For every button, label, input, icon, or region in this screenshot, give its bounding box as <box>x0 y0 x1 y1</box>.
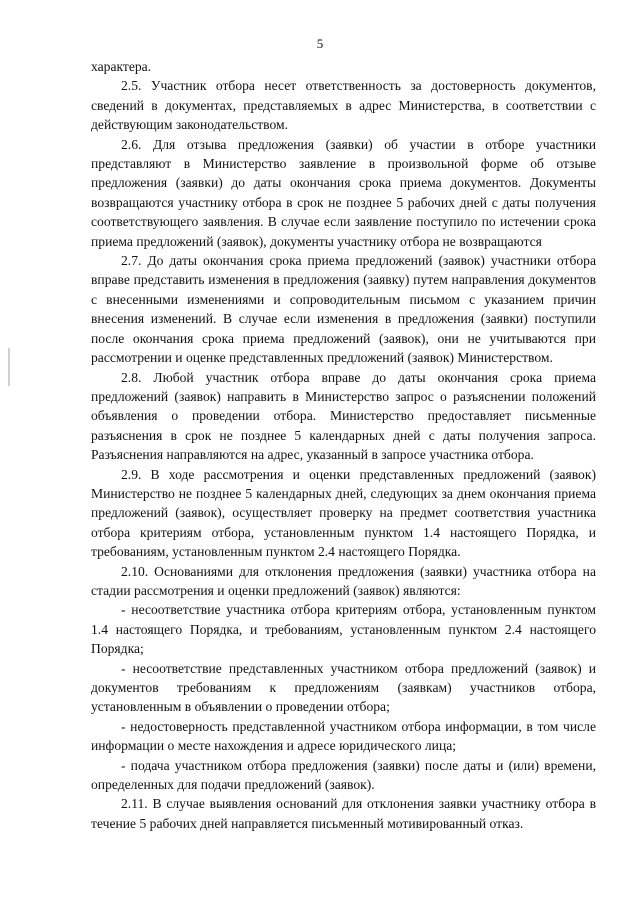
paragraph: - несоответствие представленных участником отбора предложений (заявок) и документов требованиям к предложениям (заявкам) участников отбора, установленным в объявлении о проведении отбора; <box>91 660 596 715</box>
paragraph: характера. <box>91 59 152 74</box>
paragraph: 2.6. Для отзыва предложения (заявки) об участии в отборе участники представляют в Министерство заявление в произвольной форме об отзыве предложения (заявки) до даты окончания срока приема документов. Документы возвращаются участнику отбора в срок не позднее 5 рабочих дней с даты получения соответствующего заявления. В случае если заявление поступило по истечении срока приема предложений (заявок), документы участнику отбора не возвращаются <box>91 136 596 249</box>
paragraph: - несоответствие участника отбора критериям отбора, установленным пунктом 1.4 настоящего Порядка, и требованиям, установленным пунктом 2.4 настоящего Порядка; <box>91 602 596 657</box>
scan-margin-mark <box>8 348 10 386</box>
paragraph: 2.11. В случае выявления оснований для отклонения заявки участнику отбора в течение 5 рабочих дней направляется письменный мотивированный отказ. <box>91 796 596 831</box>
paragraph: - недостоверность представленной участником отбора информации, в том числе информации о месте нахождения и адресе юридического лица; <box>91 718 596 754</box>
paragraph: 2.5. Участник отбора несет ответственность за достоверность документов, сведений в документах, представляемых в адрес Министерства, в соответствии с действующим законодательством. <box>91 78 596 133</box>
paragraph: - подача участником отбора предложения (заявки) после даты и (или) времени, определенных для подачи предложений (заявок). <box>91 757 596 793</box>
document-body <box>91 57 596 833</box>
page-number: 5 <box>316 36 324 51</box>
paragraph: 2.9. В ходе рассмотрения и оценки представленных предложений (заявок) Министерство не позднее 5 календарных дней, следующих за днем окончания приема предложений (заявок), осуществляет проверку на предмет соответствия участника отбора критериям отбора, установленным пунктом 1.4 настоящего Порядка, и требованиям, установленным пунктом 2.4 настоящего Порядка. <box>91 466 596 560</box>
paragraph: 2.10. Основаниями для отклонения предложения (заявки) участника отбора на стадии рассмотрения и оценки предложений (заявок) являются: <box>91 563 596 598</box>
paragraph: 2.8. Любой участник отбора вправе до даты окончания срока приема предложений (заявок) направить в Министерство запрос о разъяснении положений объявления о проведении отбора. Министерство предоставляет письменные разъяснения в срок не позднее 5 календарных дней с даты получения запроса. Разъяснения направляются на адрес, указанный в запросе участника отбора. <box>91 369 596 463</box>
paragraph: 2.7. До даты окончания срока приема предложений (заявок) участники отбора вправе представить изменения в предложения (заявку) путем направления документов с внесенными изменениями и сопроводительным письмом с указанием причин внесения изменений. В случае если изменения в предложения (заявки) поступили после окончания срока приема предложений (заявок), они не учитываются при рассмотрении и оценке представленных предложений (заявок) Министерством. <box>91 253 596 366</box>
